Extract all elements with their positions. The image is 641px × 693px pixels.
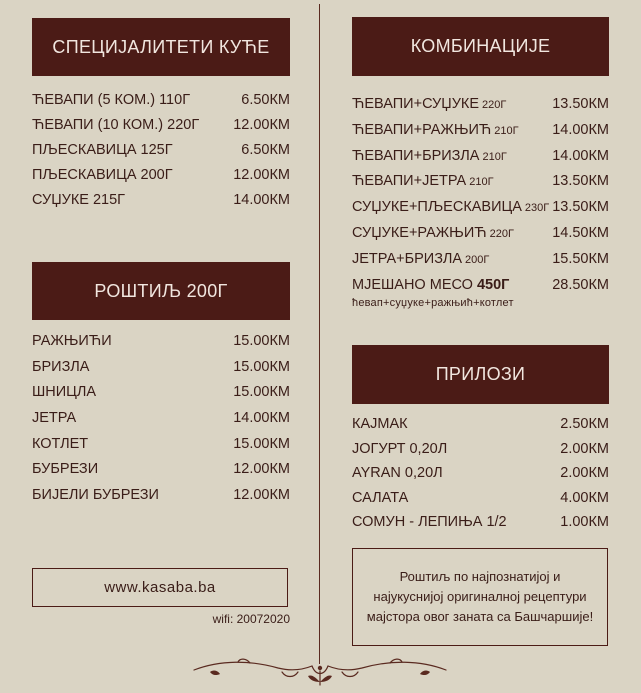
website-link[interactable] [32, 568, 288, 607]
sides-list [352, 416, 609, 539]
specialties-list [32, 92, 290, 217]
grill-header [32, 262, 290, 320]
sides-title: ПРИЛОЗИ [435, 364, 526, 384]
list-item: МЈЕШАНО МЕСО 450Г 28.50КМ [352, 276, 609, 293]
quote-text: Роштиљ по најпознатијој и најукуснијој оригиналној рецептури мајстора овог заната са Башчаршије! [366, 569, 594, 624]
floral-divider-icon [190, 656, 450, 686]
list-item: САЛАТА 4.00КМ [352, 489, 609, 506]
center-divider [319, 4, 320, 664]
list-item: ЈЕТРА+БРИЗЛА 200Г 15.50КМ [352, 250, 609, 267]
list-item: ЋЕВАПИ (10 КОМ.) 220Г 12.00КМ [32, 117, 290, 133]
list-item: ЋЕВАПИ+РАЖЊИЋ 210Г 14.00КМ [352, 121, 609, 138]
list-item: СУЏУКЕ+ПЉЕСКАВИЦА 230Г 13.50КМ [352, 199, 609, 216]
list-item: ЋЕВАПИ+ЈЕТРА 210Г 13.50КМ [352, 173, 609, 190]
list-item: РАЖЊИЋИ 15.00КМ [32, 333, 290, 349]
list-item: СУЏУКЕ 215Г 14.00КМ [32, 192, 290, 208]
sides-header [352, 345, 609, 404]
list-item: ЋЕВАПИ (5 КОМ.) 110Г 6.50КМ [32, 92, 290, 108]
combinations-list [352, 96, 609, 309]
list-item: ЋЕВАПИ+СУЏУКЕ 220Г 13.50КМ [352, 96, 609, 112]
list-item: СУЏУКЕ+РАЖЊИЋ 220Г 14.50КМ [352, 224, 609, 241]
list-item: СОМУН - ЛЕПИЊА 1/2 1.00КМ [352, 514, 609, 530]
website-text: www.kasaba.ba [104, 579, 216, 596]
mixed-meat-note: ћевап+суџуке+ражњић+котлет [352, 296, 514, 309]
wifi-info: wifi: 20072020 [212, 612, 290, 626]
list-item: КАЈМАК 2.50КМ [352, 416, 609, 432]
list-item: КОТЛЕТ 15.00КМ [32, 435, 290, 452]
specialties-header [32, 18, 290, 76]
list-item: ПЉЕСКАВИЦА 200Г 12.00КМ [32, 167, 290, 183]
list-item: ЈЕТРА 14.00КМ [32, 410, 290, 427]
grill-title: РОШТИЉ 200Г [94, 280, 228, 301]
list-item: AYRAN 0,20Л 2.00КМ [352, 465, 609, 481]
combinations-header [352, 17, 609, 76]
quote-box [352, 548, 608, 646]
specialties-title: СПЕЦИЈАЛИТЕТИ КУЋЕ [52, 36, 270, 57]
list-item: БИЈЕЛИ БУБРЕЗИ 12.00КМ [32, 487, 290, 504]
combinations-title: КОМБИНАЦИЈЕ [410, 36, 551, 56]
list-item: ЈОГУРТ 0,20Л 2.00КМ [352, 440, 609, 457]
grill-list [32, 333, 290, 513]
list-item: БРИЗЛА 15.00КМ [32, 358, 290, 375]
list-item: ШНИЦЛА 15.00КМ [32, 384, 290, 401]
list-item: ПЉЕСКАВИЦА 125Г 6.50КМ [32, 142, 290, 158]
list-item: ЋЕВАПИ+БРИЗЛА 210Г 14.00КМ [352, 147, 609, 164]
list-item: БУБРЕЗИ 12.00КМ [32, 461, 290, 478]
